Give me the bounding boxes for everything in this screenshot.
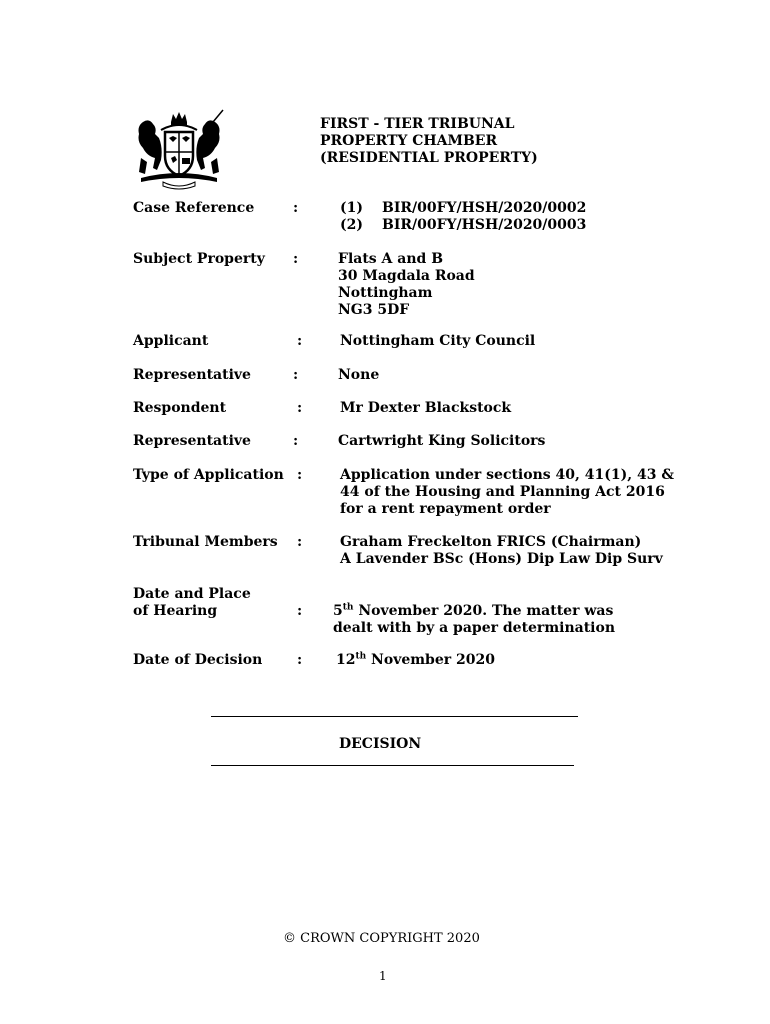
representative-value: None [338,367,380,383]
header-line: FIRST - TIER TRIBUNAL [320,116,515,132]
label-line: Date and Place [133,586,251,602]
header-line: (RESIDENTIAL PROPERTY) [320,150,538,166]
representative-colon: : [293,433,299,449]
royal-coat-of-arms-logo [133,108,225,190]
applicant-label: Applicant [133,333,209,349]
tribunal-header [320,116,538,167]
divider-top [211,716,578,717]
tribunal-members-colon: : [297,534,303,550]
application-line: 44 of the Housing and Planning Act 2016 [340,484,665,500]
application-line: for a rent repayment order [340,501,551,517]
case-reference-item [340,200,586,217]
date-place-hearing-value [333,603,615,637]
decision-heading: DECISION [339,736,422,752]
representative-label: Representative [133,433,251,449]
case-reference-values [340,200,586,234]
header-line: PROPERTY CHAMBER [320,133,498,149]
case-reference-label: Case Reference [133,200,255,216]
hearing-day-suffix: th [342,602,354,613]
case-reference-colon: : [293,200,299,216]
tribunal-members-value [340,534,663,568]
item-number: (1) [340,200,363,216]
date-place-hearing-colon: : [297,603,303,619]
respondent-colon: : [297,400,303,416]
decision-day-suffix: th [355,651,367,662]
hearing-line [333,603,615,620]
decision-date-rest: November 2020 [366,652,495,668]
member-line: Graham Freckelton FRICS (Chairman) [340,534,642,550]
copyright-notice: © CROWN COPYRIGHT 2020 [283,931,480,946]
type-of-application-colon: : [297,467,303,483]
page-number: 1 [379,969,387,983]
type-of-application-label: Type of Application [133,467,284,483]
date-place-hearing-label [133,586,251,620]
date-of-decision-label: Date of Decision [133,652,263,668]
divider-bottom [211,765,574,766]
member-line: A Lavender BSc (Hons) Dip Law Dip Surv [340,551,663,567]
address-line: Flats A and B [338,251,444,267]
respondent-label: Respondent [133,400,227,416]
address-line: NG3 5DF [338,302,410,318]
application-line: Application under sections 40, 41(1), 43 & [340,467,674,483]
case-reference-item [340,217,586,234]
date-of-decision-colon: : [297,652,303,668]
respondent-value: Mr Dexter Blackstock [340,400,512,416]
hearing-line: dealt with by a paper determination [333,620,615,636]
item-number: (2) [340,217,363,233]
hearing-date-rest: November 2020. The matter was [353,603,614,619]
subject-property-label: Subject Property [133,251,265,267]
decision-day: 12 [336,652,356,668]
representative-value: Cartwright King Solicitors [338,433,546,449]
applicant-value: Nottingham City Council [340,333,536,349]
case-reference-number: BIR/00FY/HSH/2020/0003 [382,217,587,233]
subject-property-address [338,251,475,319]
address-line: 30 Magdala Road [338,268,475,284]
subject-property-colon: : [293,251,299,267]
type-of-application-value [340,467,674,518]
date-of-decision-value [336,652,495,669]
case-reference-number: BIR/00FY/HSH/2020/0002 [382,200,587,216]
representative-label: Representative [133,367,251,383]
tribunal-members-label: Tribunal Members [133,534,278,550]
applicant-colon: : [297,333,303,349]
label-line: of Hearing [133,603,218,619]
address-line: Nottingham [338,285,433,301]
hearing-day: 5 [333,603,343,619]
representative-colon: : [293,367,299,383]
